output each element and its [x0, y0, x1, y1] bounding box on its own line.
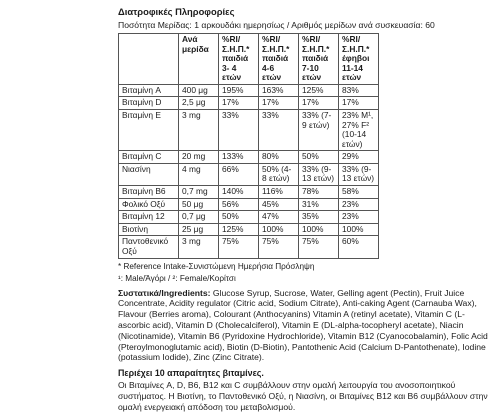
cell-ri-3-4: 56% — [219, 198, 259, 211]
cell-per-serving: 3 mg — [179, 236, 219, 258]
table-row — [119, 97, 379, 110]
cell-ri-7-10: 100% — [299, 223, 339, 236]
cell-ri-11-14: 58% — [339, 186, 379, 199]
cell-ri-3-4: 66% — [219, 163, 259, 185]
contains-title: Περιέχει 10 απαραίτητες βιταμίνες. — [118, 368, 264, 379]
cell-nutrient: Φολικό Οξύ — [119, 198, 179, 211]
cell-ri-3-4: 75% — [219, 236, 259, 258]
cell-ri-4-6: 116% — [259, 186, 299, 199]
cell-ri-3-4: 33% — [219, 110, 259, 151]
cell-nutrient: Βιταμίνη 12 — [119, 211, 179, 224]
table-row — [119, 151, 379, 164]
header-per-serving: Ανά μερίδα — [179, 33, 219, 84]
cell-ri-4-6: 47% — [259, 211, 299, 224]
cell-ri-4-6: 17% — [259, 97, 299, 110]
cell-ri-4-6: 163% — [259, 84, 299, 97]
nutrition-heading: Διατροφικές Πληροφορίες — [118, 6, 235, 17]
table-header-row — [119, 33, 379, 84]
cell-ri-11-14: 23% — [339, 198, 379, 211]
cell-ri-7-10: 33% (9-13 ετών) — [299, 163, 339, 185]
cell-per-serving: 20 mg — [179, 151, 219, 164]
cell-ri-7-10: 33% (7-9 ετών) — [299, 110, 339, 151]
contains-text: Οι Βιταμίνες A, D, B6, B12 και C συμβάλλουν στην ομαλή λειτουργία του ανοσοποιητικού συστήματος. Η Βιοτίνη, το Παντοθενικό Οξύ, η Νιασίνη, οι Βιταμίνες B12 και B6 συμβάλλουν στην ομαλή ενεργειακή απόδοση του μεταβολισμού. — [118, 380, 488, 412]
cell-ri-7-10: 17% — [299, 97, 339, 110]
table-row — [119, 211, 379, 224]
table-body — [119, 84, 379, 258]
cell-ri-4-6: 45% — [259, 198, 299, 211]
table-row — [119, 186, 379, 199]
cell-ri-11-14: 100% — [339, 223, 379, 236]
cell-per-serving: 50 μg — [179, 198, 219, 211]
cell-nutrient: Βιταμίνη C — [119, 151, 179, 164]
cell-ri-4-6: 75% — [259, 236, 299, 258]
serving-info: Ποσότητα Μερίδας: 1 αρκουδάκι ημερησίως / Αριθμός μερίδων ανά συσκευασία: 60 — [118, 20, 435, 31]
cell-per-serving: 25 μg — [179, 223, 219, 236]
cell-nutrient: Βιταμίνη B6 — [119, 186, 179, 199]
cell-ri-7-10: 78% — [299, 186, 339, 199]
footnote-reference-intake: * Reference Intake-Συνιστώμενη Ημερήσια Πρόσληψη — [118, 261, 315, 271]
cell-ri-11-14: 33% (9-13 ετών) — [339, 163, 379, 185]
cell-ri-7-10: 50% — [299, 151, 339, 164]
cell-ri-11-14: 60% — [339, 236, 379, 258]
table-row — [119, 223, 379, 236]
cell-ri-3-4: 140% — [219, 186, 259, 199]
cell-nutrient: Βιταμίνη E — [119, 110, 179, 151]
table-row — [119, 163, 379, 185]
cell-ri-4-6: 50% (4-8 ετών) — [259, 163, 299, 185]
cell-ri-7-10: 35% — [299, 211, 339, 224]
table-row — [119, 198, 379, 211]
cell-ri-3-4: 195% — [219, 84, 259, 97]
cell-nutrient: Νιασίνη — [119, 163, 179, 185]
cell-per-serving: 2,5 μg — [179, 97, 219, 110]
cell-ri-3-4: 125% — [219, 223, 259, 236]
cell-ri-4-6: 80% — [259, 151, 299, 164]
cell-ri-4-6: 33% — [259, 110, 299, 151]
cell-ri-11-14: 83% — [339, 84, 379, 97]
cell-nutrient: Βιοτίνη — [119, 223, 179, 236]
nutrition-table — [118, 33, 379, 259]
header-ri-7-10: %RI/ Σ.Η.Π.* παιδιά 7-10 ετών — [299, 33, 339, 84]
footnote-gender: ¹: Male/Άγόρι / ²: Female/Κορίτσι — [118, 273, 236, 283]
ingredients-block — [118, 288, 490, 364]
cell-ri-3-4: 133% — [219, 151, 259, 164]
table-row — [119, 110, 379, 151]
cell-ri-11-14: 17% — [339, 97, 379, 110]
cell-ri-7-10: 125% — [299, 84, 339, 97]
ingredients-text: Glucose Syrup, Sucrose, Water, Gelling agent (Pectin), Fruit Juice Concentrate, Acidity regulator (Citric acid, Sodium Citrate), Anti-caking Agent (Carnauba Wax), Flavour (Berries aroma), Colourant (Anthocyanins) Vitamin A (retinyl acetate), Vitamin C (L-ascorbic acid), Vitamin D (Cholecalciferol), Vitamin E (DL-alpha-tocopheryl acetate), Niacin (Nicotinamide), Vitamin B6 (Pyridoxine Hydrochloride), Vitamin B12 (Cyanocobalamin), Folic Acid (Pteroylmonoglutamic acid), Biotin (D-Biotin), Pantothenic Acid (Calcium D-Pantothenate), Iodine (potassium Iodide), Zinc (Zinc Citrate). — [118, 287, 488, 363]
header-ri-11-14: %RI/ Σ.Η.Π.* έφηβοι 11-14 ετών — [339, 33, 379, 84]
cell-per-serving: 4 mg — [179, 163, 219, 185]
cell-nutrient: Βιταμίνη D — [119, 97, 179, 110]
cell-ri-11-14: 29% — [339, 151, 379, 164]
cell-per-serving: 0,7 mg — [179, 186, 219, 199]
cell-ri-4-6: 100% — [259, 223, 299, 236]
table-row — [119, 236, 379, 258]
cell-per-serving: 0,7 μg — [179, 211, 219, 224]
cell-ri-3-4: 17% — [219, 97, 259, 110]
ingredients-label: Συστατικά/Ingredients: — [118, 287, 211, 298]
table-row — [119, 84, 379, 97]
cell-nutrient: Βιταμίνη A — [119, 84, 179, 97]
cell-ri-11-14: 23% — [339, 211, 379, 224]
cell-ri-3-4: 50% — [219, 211, 259, 224]
cell-ri-7-10: 75% — [299, 236, 339, 258]
cell-ri-11-14: 23% M¹, 27% F² (10-14 ετών) — [339, 110, 379, 151]
header-ri-4-6: %RI/ Σ.Η.Π.* παιδιά 4-6 ετών — [259, 33, 299, 84]
cell-nutrient: Παντοθενικό Οξύ — [119, 236, 179, 258]
cell-per-serving: 400 μg — [179, 84, 219, 97]
header-nutrient — [119, 33, 179, 84]
header-ri-3-4: %RI/ Σ.Η.Π.* παιδιά 3- 4 ετών — [219, 33, 259, 84]
cell-per-serving: 3 mg — [179, 110, 219, 151]
cell-ri-7-10: 31% — [299, 198, 339, 211]
